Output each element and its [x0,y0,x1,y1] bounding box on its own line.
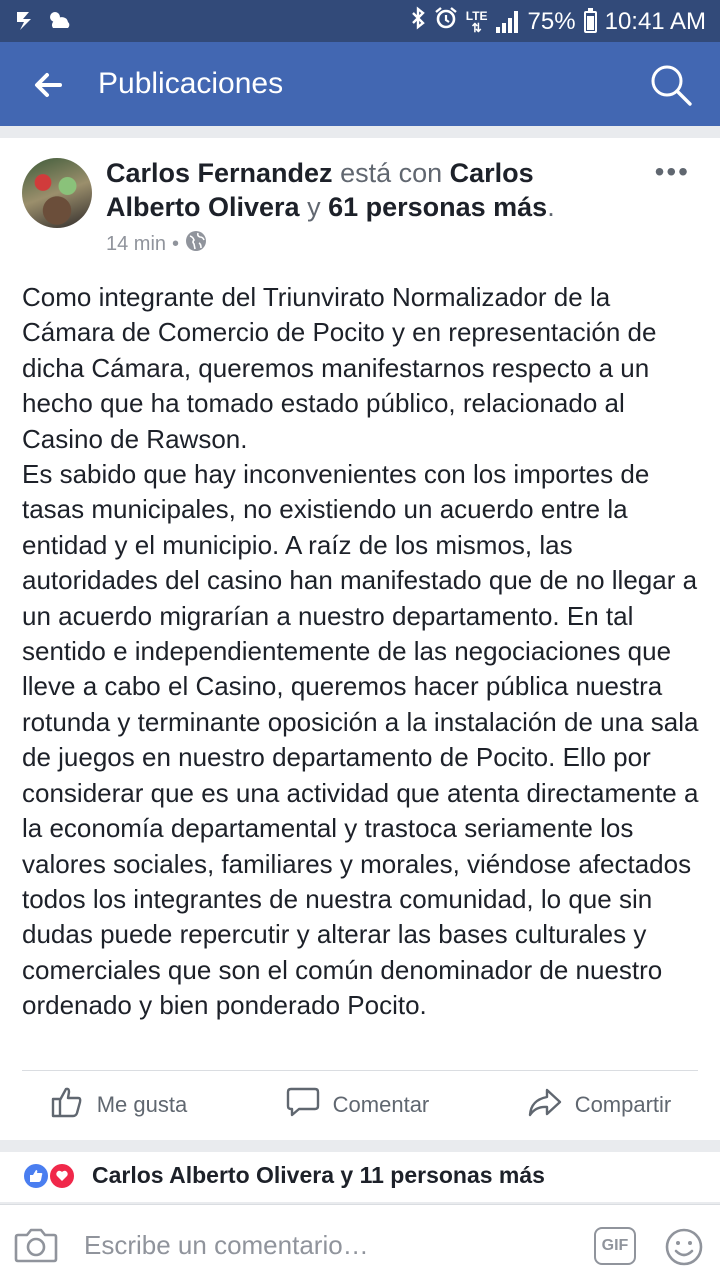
comment-bar [0,1204,720,1280]
camera-icon[interactable] [14,1225,58,1265]
post-time[interactable]: 14 min [106,232,167,255]
reactions-summary[interactable] [0,1152,720,1202]
battery-percent: 75% [527,7,576,35]
status-bar [0,0,720,42]
reactions-label: Carlos Alberto Olivera y 11 personas más [92,1162,545,1188]
avatar[interactable] [22,158,92,228]
comment-bubble-icon [285,1084,321,1126]
post-meta: 14 min • [106,230,207,258]
back-arrow-icon[interactable] [30,67,66,103]
cellular-signal-icon [496,11,520,33]
more-options-icon[interactable]: ••• [654,156,690,187]
signal-activity-icon [14,8,36,40]
love-reaction-icon [48,1162,76,1190]
clock: 10:41 AM [604,7,706,35]
alarm-icon [434,6,458,37]
emoji-icon[interactable] [664,1227,704,1267]
search-icon[interactable] [648,62,694,108]
like-reaction-icon [22,1162,50,1190]
comment-button[interactable] [285,1084,430,1126]
battery-icon [584,11,597,33]
tagged-others[interactable]: 61 personas más [328,192,548,222]
data-arrows-icon: ⇅ [471,20,482,35]
comment-label: Comentar [332,1092,430,1117]
page-title: Publicaciones [98,67,284,100]
post-actions [0,1070,720,1140]
author-name[interactable]: Carlos Fernandez [106,158,333,188]
gif-button[interactable]: GIF [594,1227,636,1265]
bluetooth-icon [410,6,426,37]
share-button[interactable] [527,1084,672,1126]
globe-icon [185,230,207,258]
lte-indicator: LTE ⇅ [465,8,488,35]
thumbs-up-icon [49,1084,85,1126]
tagged-person[interactable]: Carlos Alberto Olivera [106,158,534,222]
comment-input[interactable] [84,1223,564,1267]
share-arrow-icon [527,1084,563,1126]
like-label: Me gusta [96,1092,188,1117]
weather-icon [46,8,74,40]
post-body: Como integrante del Triunvirato Normalizador de la Cámara de Comercio de Pocito y en representación de dicha Cámara, queremos manifestarnos respecto a un hecho que ha tomado estado público, relacionado al Casino de Rawson. Es sabido que hay inconvenientes con los importes de tasas municipales, no existiendo un acuerdo entre la entidad y el municipio. A raíz de los mismos, las autoridades del casino han manifestado que de no llegar a un acuerdo migrarían a nuestro departamento. En tal sentido e independientemente de las negociaciones que lleve a cabo el Casino, queremos hacer pública nuestra rotunda y terminante oposición a la instalación de una sala de juegos en nuestro departamento de Pocito. Ello por considerar que es una actividad que atenta directamente a la economía departamental y trastoca seriamente los valores sociales, familiares y morales, viéndose afectados todos los integrantes de nuestra comunidad, lo que sin dudas puede repercutir y alterar las bases culturales y comerciales que son el común denominador de nuestro ordenado y bien ponderado Pocito. [22,282,699,1021]
share-label: Compartir [574,1092,672,1117]
battery-level [587,16,594,30]
post-header: Carlos Fernandez está con Carlos Alberto Olivera y 61 personas más. [106,158,555,222]
like-button[interactable] [49,1084,188,1126]
post-card [0,138,720,1140]
app-bar [0,42,720,126]
